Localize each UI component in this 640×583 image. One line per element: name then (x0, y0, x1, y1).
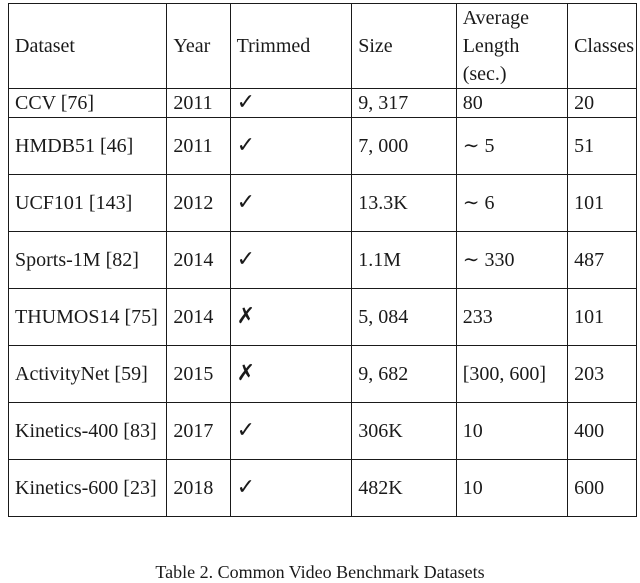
cell-size: 9, 682 (352, 346, 456, 403)
header-classes: Classes (568, 4, 637, 89)
cell-average-length: [300, 600] (456, 346, 567, 403)
cell-size: 13.3K (352, 175, 456, 232)
cell-classes: 20 (568, 89, 637, 118)
cell-year: 2011 (167, 118, 230, 175)
table-row (9, 346, 637, 403)
cell-dataset: Kinetics-600 [23] (9, 460, 167, 517)
cell-dataset: HMDB51 [46] (9, 118, 167, 175)
table-row (9, 89, 637, 118)
cell-classes: 487 (568, 232, 637, 289)
table-row (9, 460, 637, 517)
cell-classes: 600 (568, 460, 637, 517)
table-row (9, 175, 637, 232)
header-average-length-line1: Average (462, 7, 529, 29)
table-row (9, 403, 637, 460)
header-size: Size (352, 4, 456, 89)
cell-classes: 51 (568, 118, 637, 175)
cell-year: 2012 (167, 175, 230, 232)
cell-classes: 400 (568, 403, 637, 460)
cell-classes: 203 (568, 346, 637, 403)
cell-size: 482K (352, 460, 456, 517)
header-average-length-line2: Length (462, 35, 520, 57)
cell-average-length: ∼ 6 (456, 175, 567, 232)
cell-year: 2018 (167, 460, 230, 517)
cell-size: 306K (352, 403, 456, 460)
header-year: Year (167, 4, 230, 89)
table-row (9, 289, 637, 346)
cell-average-length: 10 (456, 403, 567, 460)
cell-average-length: 233 (456, 289, 567, 346)
cell-size: 5, 084 (352, 289, 456, 346)
cell-average-length: 10 (456, 460, 567, 517)
cell-trimmed: ✓ (230, 403, 352, 460)
cell-year: 2014 (167, 232, 230, 289)
table-row (9, 232, 637, 289)
cell-size: 1.1M (352, 232, 456, 289)
cell-dataset: UCF101 [143] (9, 175, 167, 232)
cell-dataset: THUMOS14 [75] (9, 289, 167, 346)
cell-year: 2011 (167, 89, 230, 118)
header-trimmed: Trimmed (230, 4, 352, 89)
cell-year: 2015 (167, 346, 230, 403)
cell-dataset: ActivityNet [59] (9, 346, 167, 403)
cell-average-length: ∼ 330 (456, 232, 567, 289)
cell-dataset: CCV [76] (9, 89, 167, 118)
cell-year: 2014 (167, 289, 230, 346)
datasets-table (8, 3, 637, 517)
header-average-length (456, 4, 567, 89)
cell-trimmed: ✗ (230, 289, 352, 346)
cell-size: 9, 317 (352, 89, 456, 118)
cell-trimmed: ✓ (230, 118, 352, 175)
cell-dataset: Kinetics-400 [83] (9, 403, 167, 460)
header-dataset: Dataset (9, 4, 167, 89)
table-row (9, 118, 637, 175)
cell-classes: 101 (568, 175, 637, 232)
cell-classes: 101 (568, 289, 637, 346)
header-row (9, 4, 637, 89)
cell-trimmed: ✓ (230, 89, 352, 118)
cell-trimmed: ✗ (230, 346, 352, 403)
cell-trimmed: ✓ (230, 232, 352, 289)
cell-average-length: ∼ 5 (456, 118, 567, 175)
header-average-length-line3: (sec.) (462, 63, 507, 85)
cell-dataset: Sports-1M [82] (9, 232, 167, 289)
table-caption: Table 2. Common Video Benchmark Datasets (155, 562, 485, 582)
cell-trimmed: ✓ (230, 460, 352, 517)
cell-average-length: 80 (456, 89, 567, 118)
cell-year: 2017 (167, 403, 230, 460)
cell-size: 7, 000 (352, 118, 456, 175)
cell-trimmed: ✓ (230, 175, 352, 232)
